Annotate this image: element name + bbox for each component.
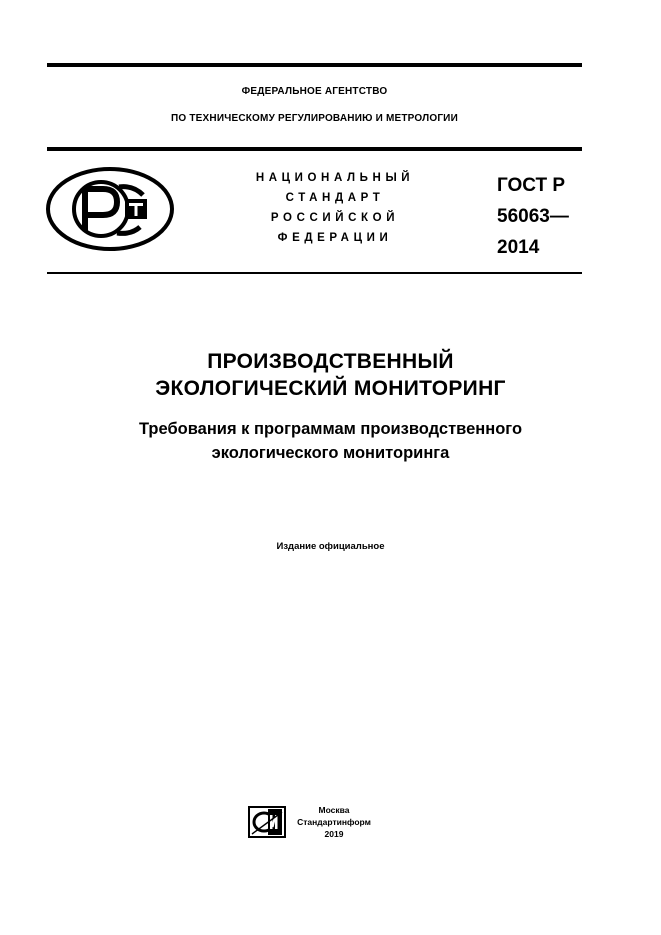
document-title [47, 348, 614, 402]
publication-year: 2019 [324, 829, 344, 839]
document-subtitle-line1: Требования к программам производственного [138, 420, 523, 438]
national-standard-line4: ФЕДЕРАЦИИ [277, 232, 393, 244]
edition-note: Издание официальное [276, 541, 385, 552]
rst-emblem-icon [45, 165, 175, 253]
publisher-city: Москва [318, 805, 350, 815]
top-rule [47, 63, 582, 67]
document-title-line2: ЭКОЛОГИЧЕСКИЙ МОНИТОРИНГ [155, 377, 506, 400]
header-rule [47, 147, 582, 151]
national-standard-line3: РОССИЙСКОЙ [270, 212, 400, 224]
document-subtitle [47, 417, 614, 465]
publisher-info [296, 804, 372, 840]
standard-code-line2: 56063— [497, 206, 569, 227]
standard-code [497, 170, 597, 263]
national-standard-line2: СТАНДАРТ [285, 192, 385, 204]
national-standard-line1: НАЦИОНАЛЬНЫЙ [255, 172, 415, 184]
agency-name-line1: ФЕДЕРАЛЬНОЕ АГЕНТСТВО [241, 86, 388, 97]
publisher-name: Стандартинформ [297, 817, 371, 827]
standard-code-line3: 2014 [497, 237, 540, 258]
document-title-line1: ПРОИЗВОДСТВЕННЫЙ [207, 350, 454, 373]
document-subtitle-line2: экологического мониторинга [211, 444, 450, 462]
standartinform-logo-icon [248, 806, 286, 838]
agency-name-line2: ПО ТЕХНИЧЕСКОМУ РЕГУЛИРОВАНИЮ И МЕТРОЛОГИИ [171, 113, 458, 124]
standard-code-line1: ГОСТ Р [497, 175, 566, 196]
block-rule [47, 272, 582, 274]
